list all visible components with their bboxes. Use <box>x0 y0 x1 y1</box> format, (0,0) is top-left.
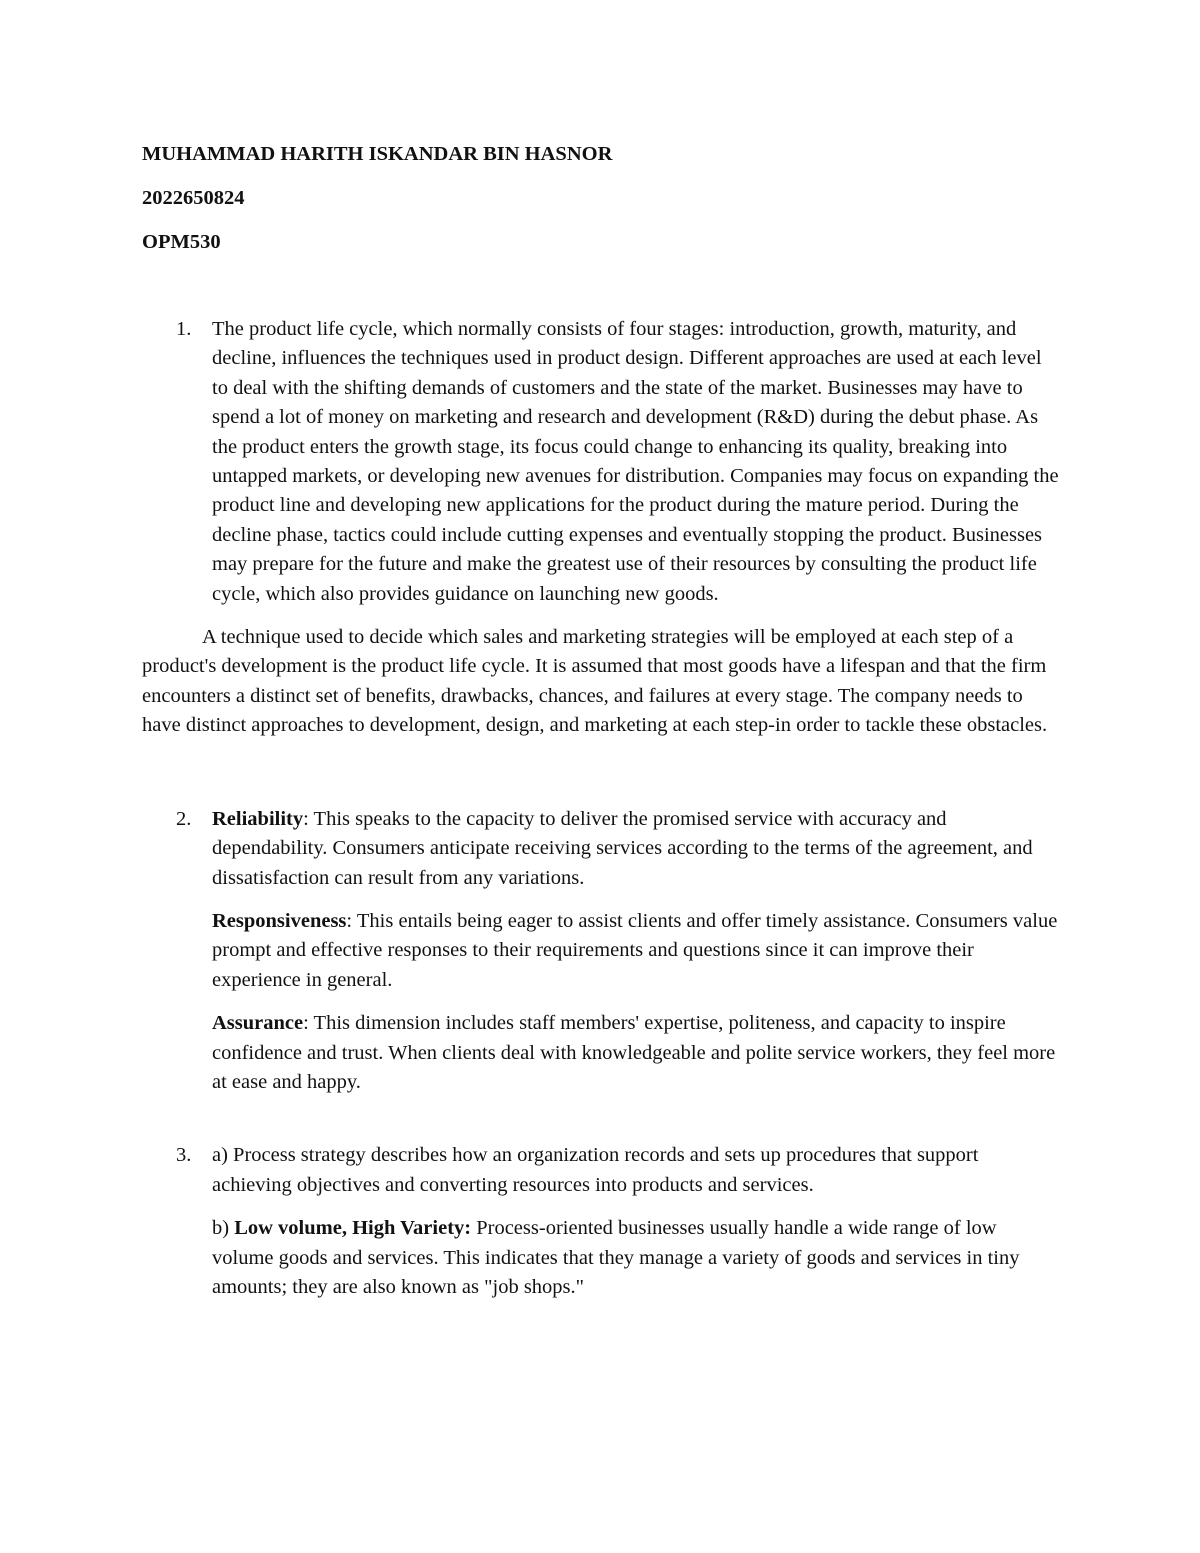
answer-3b-prefix: b) <box>212 1217 235 1240</box>
term-assurance: Assurance <box>212 1012 304 1035</box>
answer-2-reliability <box>212 805 1062 893</box>
reliability-text: : This speaks to the capacity to deliver the promised service with accuracy and dependability. Consumers anticipate receiving services according to the terms of the agreement, and dissatisfaction can result from any variations. <box>212 807 1033 889</box>
answer-1 <box>142 315 1062 609</box>
term-low-volume-high-variety: Low volume, High Variety: <box>234 1217 472 1240</box>
answer-3a: a) Process strategy describes how an organization records and sets up procedures that support achieving objectives and converting resources into products and services. <box>212 1144 979 1196</box>
student-id: 2022650824 <box>142 187 245 209</box>
answer-2-assurance <box>212 1009 1062 1097</box>
answer-2 <box>142 805 1062 1098</box>
answer-1-number: 1. <box>176 318 192 340</box>
assurance-text: : This dimension includes staff members' expertise, politeness, and capacity to inspire confidence and trust. When clients deal with knowledgeable and polite service workers, they feel more at ease and happy. <box>212 1012 1056 1093</box>
answer-1-followup: A technique used to decide which sales and marketing strategies will be employed at each step of a product's development is the product life cycle. It is assumed that most goods have a lifespan and that the firm encounters a distinct set of benefits, drawbacks, chances, and failures at every stage. The company needs to have distinct approaches to development, design, and marketing at each step-in order to tackle these obstacles. <box>142 626 1048 737</box>
term-reliability: Reliability <box>212 807 304 830</box>
answer-3b-text: Process-oriented businesses usually handle a wide range of low volume goods and services. This indicates that they manage a variety of goods and services in tiny amounts; they are also known as "job shops." <box>212 1217 1020 1298</box>
answer-3b <box>212 1214 1062 1302</box>
document-body <box>142 140 1062 1302</box>
responsiveness-text: : This entails being eager to assist clients and offer timely assistance. Consumers value prompt and effective responses to their requirements and questions since it can improve their experience in general. <box>212 909 1058 991</box>
student-name: MUHAMMAD HARITH ISKANDAR BIN HASNOR <box>142 143 613 165</box>
term-responsiveness: Responsiveness <box>212 909 347 932</box>
answer-2-responsiveness <box>212 907 1062 995</box>
course-code: OPM530 <box>142 231 221 253</box>
answer-3 <box>142 1141 1062 1302</box>
answer-1-text: The product life cycle, which normally consists of four stages: introduction, growth, maturity, and decline, influences the techniques used in product design. Different approaches are used at each level to deal with the shifting demands of customers and the state of the market. Businesses may have to spend a lot of money on marketing and research and development (R&D) during the debut phase. As the product enters the growth stage, its focus could change to enhancing its quality, breaking into untapped markets, or developing new avenues for distribution. Companies may focus on expanding the product line and developing new applications for the product during the mature period. During the decline phase, tactics could include cutting expenses and eventually stopping the product. Businesses may prepare for the future and make the greatest use of their resources by consulting the product life cycle, which also provides guidance on launching new goods. <box>212 318 1059 605</box>
answer-2-number: 2. <box>176 807 192 830</box>
answer-3-number: 3. <box>176 1144 192 1167</box>
